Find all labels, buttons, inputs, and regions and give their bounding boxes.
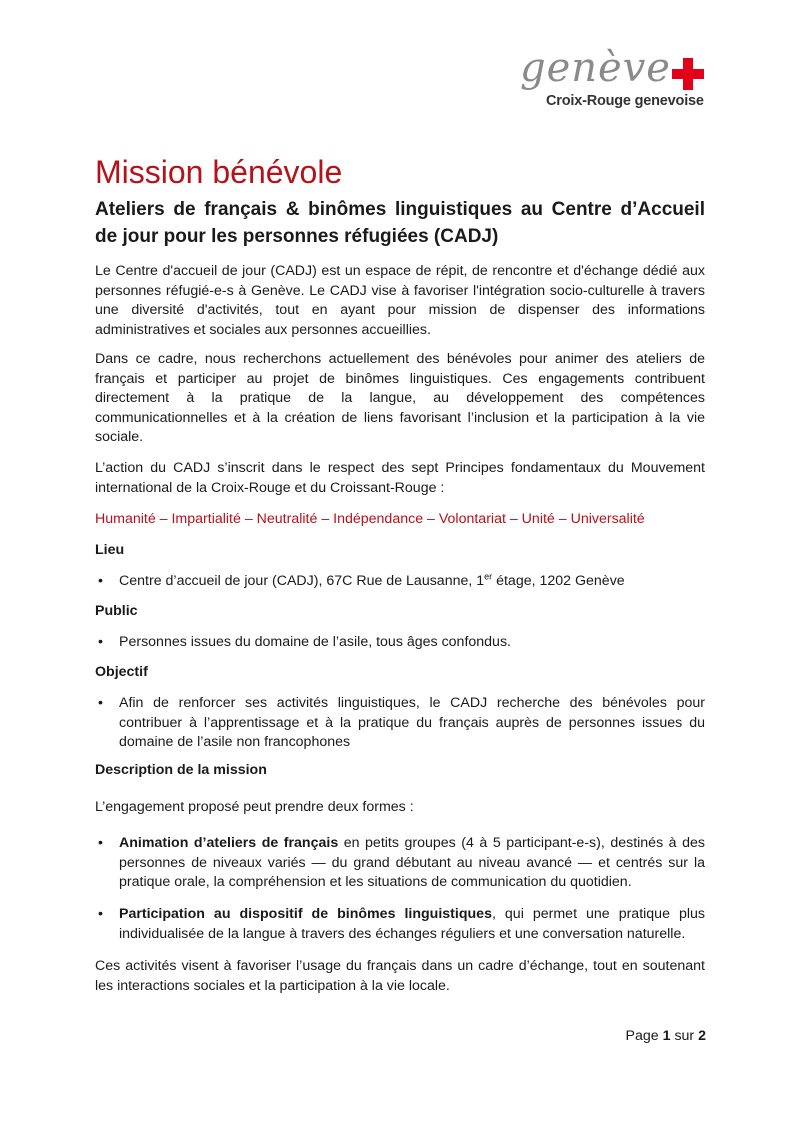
paragraph-text: Ces activités visent à favoriser l’usage du français dans un cadre d’échange, tout en soutenant les interactions sociales et la participation à la vie locale. xyxy=(95,958,705,994)
list-item xyxy=(95,633,705,653)
closing-paragraph xyxy=(95,957,705,996)
section-description xyxy=(95,761,705,781)
page-subtitle: Ateliers de français & binômes linguistiques au Centre d’Accueil de jour pour les personnes réfugiées (CADJ) xyxy=(95,199,705,247)
page-title: Mission bénévole xyxy=(95,154,343,190)
ordinal-suffix: er xyxy=(484,571,493,582)
total-pages: 2 xyxy=(698,1028,706,1044)
list-item xyxy=(95,694,705,753)
list-item-text: , qui permet une pratique plus individualisée de la langue à travers des échanges réguliers et une conversation naturelle. xyxy=(119,906,705,942)
section-heading: Description de la mission xyxy=(95,762,267,778)
description-list-item-1 xyxy=(95,834,705,893)
section-heading: Objectif xyxy=(95,664,148,680)
principles-intro-paragraph xyxy=(95,459,705,498)
public-list xyxy=(95,633,705,653)
list-item-text: Centre d’accueil de jour (CADJ), 67C Rue de Lausanne, 1 xyxy=(119,573,485,589)
description-list-item-2 xyxy=(95,905,705,944)
context-paragraph xyxy=(95,350,705,448)
section-heading: Lieu xyxy=(95,542,125,558)
objectif-list xyxy=(95,694,705,753)
description-intro xyxy=(95,798,705,818)
current-page: 1 xyxy=(662,1028,671,1044)
principles-text: Humanité – Impartialité – Neutralité – Indépendance – Volontariat – Unité – Universalité xyxy=(95,511,645,527)
logo-org-name: Croix-Rouge genevoise xyxy=(546,93,704,109)
list-item-bold: Animation d’ateliers de français xyxy=(119,835,339,851)
list-item xyxy=(95,834,705,893)
paragraph-text: L’action du CADJ s’inscrit dans le respect des sept Principes fondamentaux du Mouvement international de la Croix-Rouge et du Croissant-Rouge : xyxy=(95,460,705,496)
bullet-icon: • xyxy=(98,835,103,851)
principles-line xyxy=(95,510,705,530)
paragraph-text: L’engagement proposé peut prendre deux formes : xyxy=(95,799,414,815)
section-public xyxy=(95,602,705,622)
list-item-text: Afin de renforcer ses activités linguistiques, le CADJ recherche des bénévoles pour contribuer à l’apprentissage et à la pratique du français auprès de personnes issues du domaine de l’asile non francophones xyxy=(119,695,705,750)
bullet-icon: • xyxy=(98,906,103,922)
paragraph-text: Dans ce cadre, nous recherchons actuellement des bénévoles pour animer des ateliers de français et participer au projet de binômes linguistiques. Ces engagements contribuent directement à la pratique de la langue, au développement des compétences communicationnelles et à la création de liens favorisant l’inclusion et la participation à la vie sociale. xyxy=(95,351,705,445)
list-item-text: en petits groupes (4 à 5 participant-e-s), destinés à des personnes de niveaux variés — du grand débutant au niveau avancé — et centrés sur la pratique orale, la compréhension et les situations de communication du quotidien. xyxy=(119,835,705,890)
page-number xyxy=(560,1028,706,1044)
intro-paragraph xyxy=(95,262,705,340)
red-cross-icon xyxy=(672,58,704,90)
lieu-list xyxy=(95,572,705,592)
section-heading: Public xyxy=(95,603,138,619)
bullet-icon: • xyxy=(98,695,103,711)
list-item-text-end: étage, 1202 Genève xyxy=(492,573,625,589)
section-objectif xyxy=(95,663,705,683)
bullet-icon: • xyxy=(98,573,103,589)
croix-rouge-logo xyxy=(518,46,708,116)
list-item-text: Personnes issues du domaine de l’asile, tous âges confondus. xyxy=(119,634,511,650)
list-item xyxy=(95,572,705,592)
list-item xyxy=(95,905,705,944)
section-lieu xyxy=(95,541,705,561)
of-label: sur xyxy=(674,1028,695,1044)
list-item-bold: Participation au dispositif de binômes linguistiques xyxy=(119,906,492,922)
paragraph-text: Le Centre d'accueil de jour (CADJ) est un espace de répit, de rencontre et d'échange dédié aux personnes réfugié-e-s à Genève. Le CADJ vise à favoriser l'intégration socio-culturelle à travers une diversité d'activités, tout en ayant pour mission de dispenser des informations administratives et sociales aux personnes accueillies. xyxy=(95,263,705,338)
page-label: Page xyxy=(625,1028,659,1044)
logo-script-text: genève xyxy=(520,45,671,91)
bullet-icon: • xyxy=(98,634,103,650)
